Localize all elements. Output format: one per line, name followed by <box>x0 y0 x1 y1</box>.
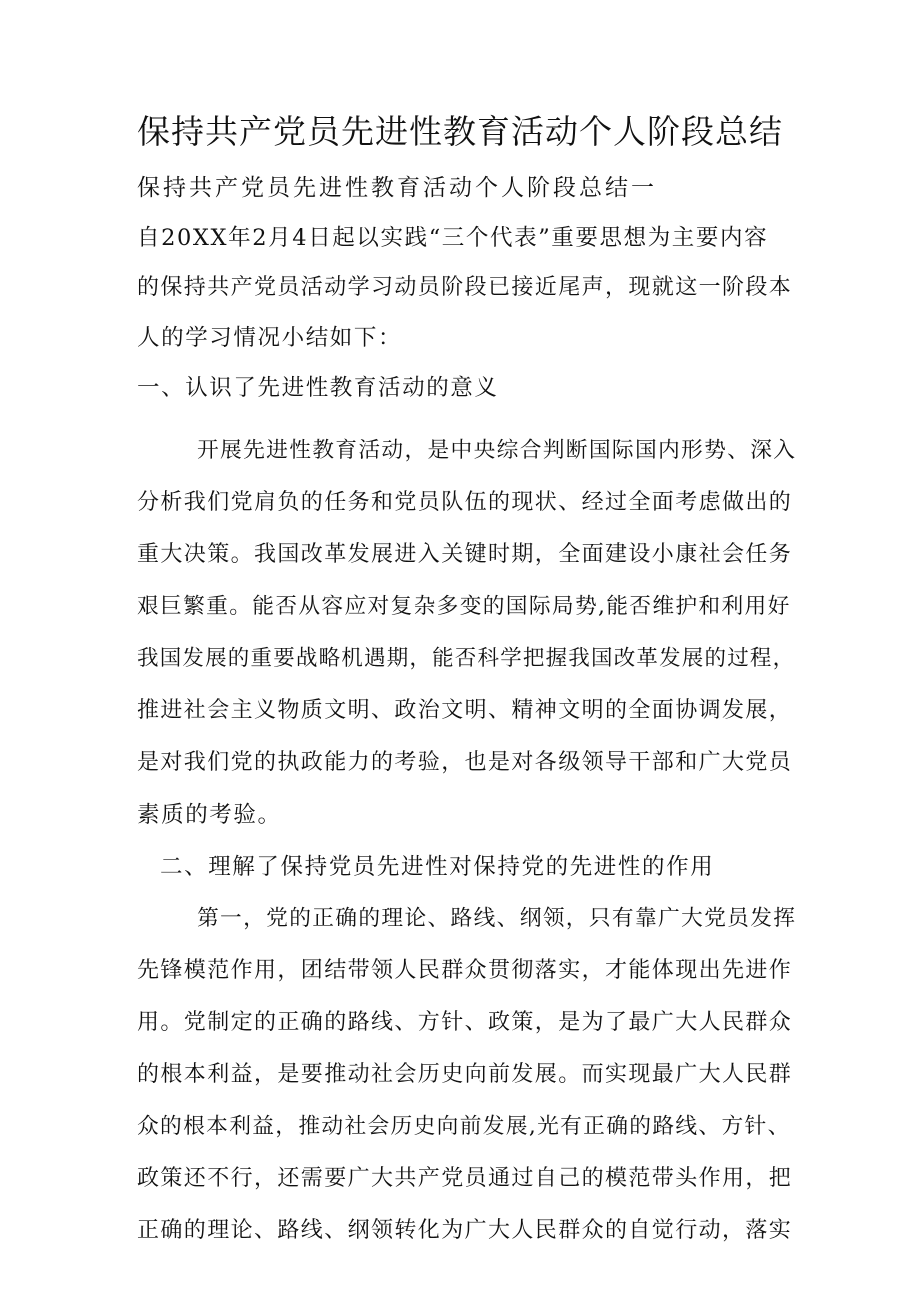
body-line: 先锋模范作用，团结带领人民群众贯彻落实，才能体现出先进作 <box>137 958 793 983</box>
body-line: 第一，党的正确的理论、路线、纲领，只有靠广大党员发挥 <box>197 906 797 931</box>
document-title: 保持共产党员先进性教育活动个人阶段总结 <box>137 112 783 151</box>
body-line: 用。党制定的正确的路线、方针、政策，是为了最广大人民群众 <box>137 1010 793 1035</box>
document-body <box>137 226 797 1271</box>
section-heading-2: 二、理解了保持党员先进性对保持党的先进性的作用 <box>160 854 715 880</box>
body-line: 的根本利益，是要推动社会历史向前发展。而实现最广大人民群 <box>137 1062 793 1087</box>
body-line: 正确的理论、路线、纲领转化为广大人民群众的自觉行动，落实 <box>137 1218 793 1243</box>
body-line: 开展先进性教育活动，是中央综合判断国际国内形势、深入 <box>197 438 797 463</box>
body-line: 素质的考验。 <box>137 802 282 828</box>
body-line: 自20XX年2月4日起以实践“三个代表”重要思想为主要内容 <box>137 225 769 251</box>
body-line: 政策还不行，还需要广大共产党员通过自己的模范带头作用，把 <box>137 1166 793 1191</box>
body-line: 是对我们党的执政能力的考验，也是对各级领导干部和广大党员 <box>137 750 793 775</box>
document-subtitle: 保持共产党员先进性教育活动个人阶段总结一 <box>137 175 657 201</box>
section-heading-1: 一、认识了先进性教育活动的意义 <box>137 375 499 401</box>
body-line: 的保持共产党员活动学习动员阶段已接近尾声，现就这一阶段本 <box>137 275 793 300</box>
body-line: 推进社会主义物质文明、政治文明、精神文明的全面协调发展， <box>137 698 793 723</box>
body-line: 众的根本利益，推动社会历史向前发展,光有正确的路线、方针、 <box>137 1114 791 1139</box>
body-line: 重大决策。我国改革发展进入关键时期，全面建设小康社会任务 <box>137 542 793 567</box>
body-line: 分析我们党肩负的任务和党员队伍的现状、经过全面考虑做出的 <box>137 490 793 515</box>
body-line: 我国发展的重要战略机遇期，能否科学把握我国改革发展的过程， <box>137 646 796 671</box>
body-line: 人的学习情况小结如下： <box>137 325 403 351</box>
body-line: 艰巨繁重。能否从容应对复杂多变的国际局势,能否维护和利用好 <box>137 594 791 619</box>
